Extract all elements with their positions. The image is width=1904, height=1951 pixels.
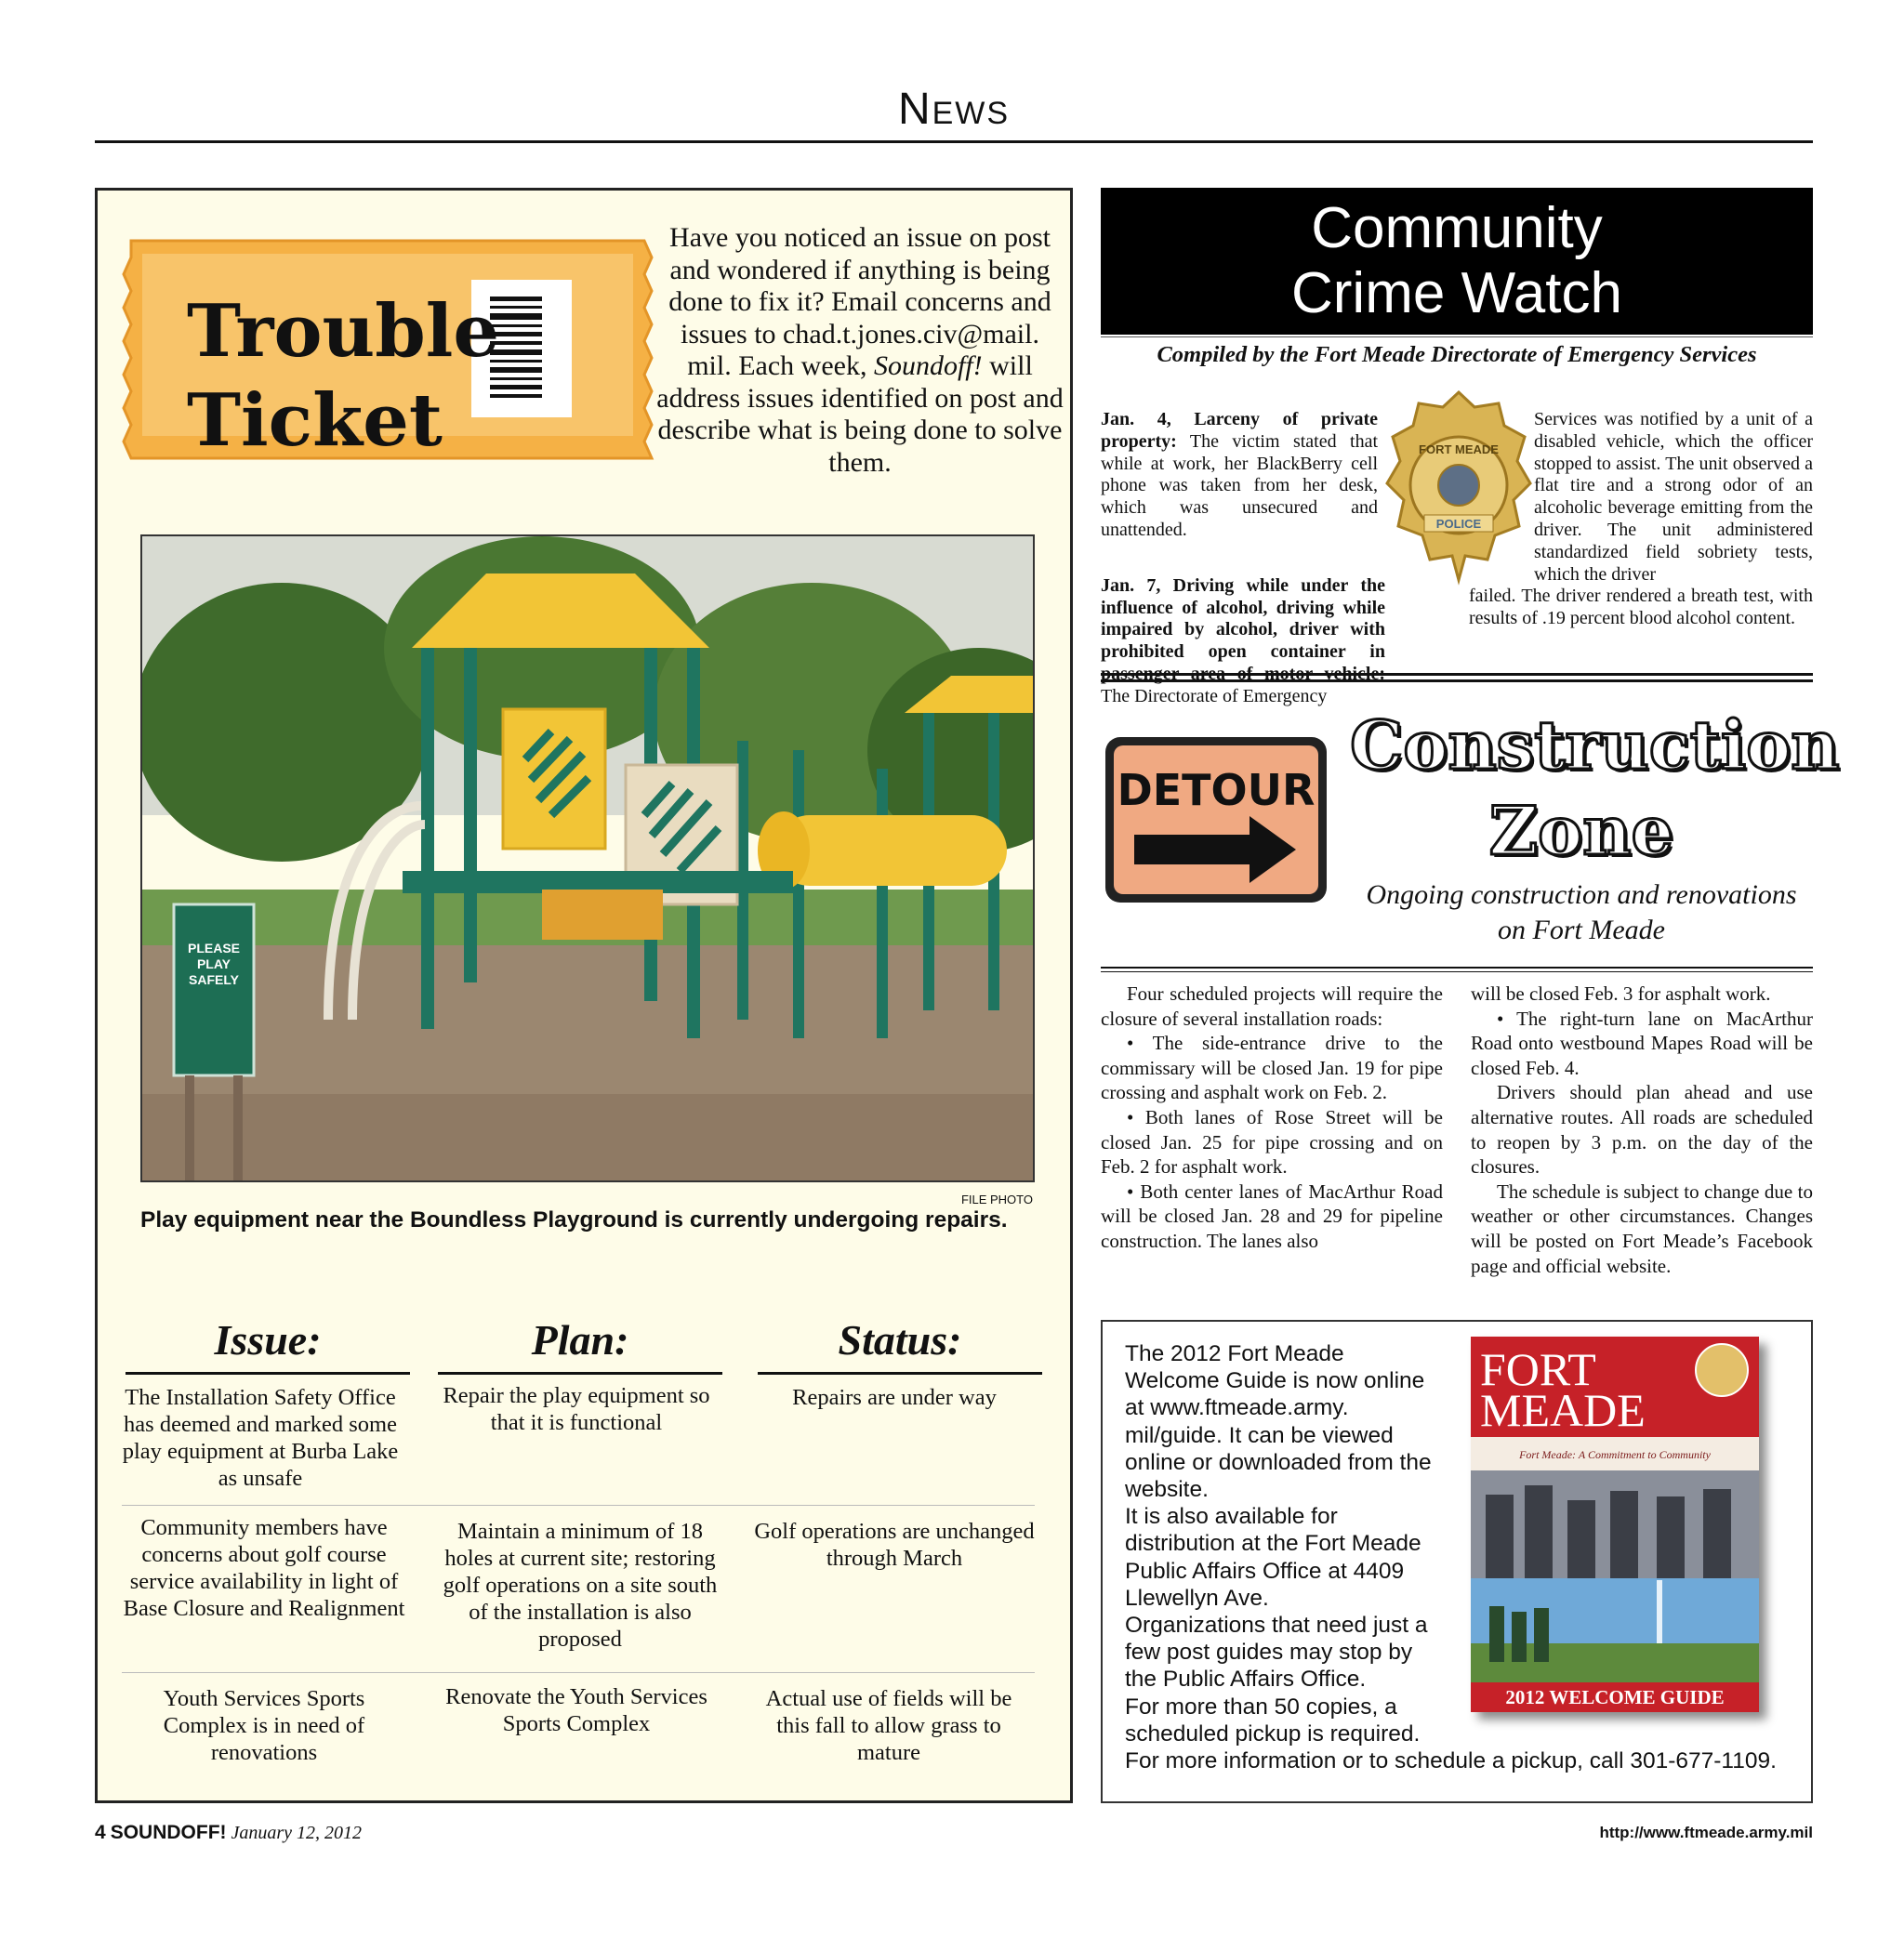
section-title: News xyxy=(897,85,1011,134)
crime-report-2-body-end: failed. The driver rendered a breath test, with results of .19 percent blood alcohol content. xyxy=(1469,586,1813,629)
publication-name: SOUNDOFF! xyxy=(110,1822,227,1843)
status-header: Status: xyxy=(758,1315,1042,1375)
publication-date: January 12, 2012 xyxy=(231,1823,363,1843)
construction-paragraph: Four scheduled projects will require the closure of several installation roads: xyxy=(1101,982,1443,1030)
construction-subtitle: Ongoing construction and renovations on Fort Meade xyxy=(1366,879,1797,945)
crime-report-1-body: The victim stated that while at work, her BlackBerry cell phone was taken from her desk, which was unsecured and unattended. xyxy=(1101,430,1378,540)
construction-paragraph: Drivers should plan ahead and use alternative routes. All roads are scheduled to reopen by 3 p.m. on the day of the closures. xyxy=(1471,1081,1813,1179)
construction-paragraph: The schedule is subject to change due to weather or other circumstances. Changes will be posted on Fort Meade’s Facebook page and official website. xyxy=(1471,1180,1813,1277)
issue-header: Issue: xyxy=(126,1315,410,1375)
detour-sign-icon xyxy=(1103,734,1329,905)
crime-watch-credit: Compiled by the Fort Meade Directorate of Emergency Services xyxy=(1157,342,1757,367)
crime-watch-title-line2: Crime Watch xyxy=(1291,261,1622,325)
cover-title-line2: MEADE xyxy=(1480,1384,1646,1436)
badge-text-bottom: POLICE xyxy=(1435,517,1482,531)
issue-cell: Community members have concerns about golf course service availability in light of Base Closure and Realignment xyxy=(123,1515,405,1621)
crime-report-2-heading: Jan. 7, Driving while under the influence of alcohol, driving while impaired by alcohol, driver with prohibited open container in passenger area of motor vehicle: xyxy=(1101,574,1385,684)
welcome-guide-paragraph: The 2012 Fort Meade Welcome Guide is now online at www.ftmeade.army. mil/guide. It can be viewed online or downloaded from the website. xyxy=(1125,1341,1432,1503)
welcome-guide-box xyxy=(1101,1320,1813,1803)
construction-bullet: • The right-turn lane on MacArthur Road onto westbound Mapes Road will be closed Feb. 4. xyxy=(1471,1007,1813,1079)
construction-title-line2: Zone xyxy=(1488,791,1674,870)
intro-text-end: will address issues identified on post and describe what is being done to solve them. xyxy=(656,350,1064,478)
crime-report-2 xyxy=(1101,575,1443,708)
section-header xyxy=(95,82,1813,143)
cover-title-line1: FORT xyxy=(1480,1343,1596,1395)
intro-text: Have you noticed an issue on post and wondered if anything is being done to fix it? Email concerns and issues to chad.t.jones.civ@mail. mil. Each week, xyxy=(668,222,1051,381)
crime-report-2-body-middle: Services was notified by a unit of a disabled vehicle, which the officer stopped to assist. The unit observed a flat tire and a strong odor of an alcoholic beverage emitting from the driver. The unit administered standardized field sobriety tests, which the driver xyxy=(1534,409,1813,585)
construction-bullet: • The side-entrance drive to the commissary will be closed Jan. 19 for pipe crossing and asphalt work on Feb. 2. xyxy=(1101,1032,1443,1104)
cover-seal-icon xyxy=(1696,1344,1748,1396)
cover-tagline: Fort Meade: A Commitment to Community xyxy=(1519,1448,1711,1461)
crime-watch-column-2 xyxy=(1469,409,1813,630)
ticket-logo-text xyxy=(187,287,499,466)
crime-report-2-body-start: The Directorate of Emergency xyxy=(1101,685,1328,706)
playground-photo xyxy=(140,534,1035,1182)
plan-cell: Maintain a minimum of 18 holes at current site; restoring golf operations on a site south of the installation is also proposed xyxy=(443,1519,718,1652)
crime-watch-title-line1: Community xyxy=(1311,196,1603,260)
photo-caption: Play equipment near the Boundless Playground is currently undergoing repairs. xyxy=(140,1207,1008,1233)
row-divider xyxy=(122,1672,1035,1673)
detour-sign-text: DETOUR xyxy=(1117,765,1316,815)
section-divider xyxy=(1101,967,1813,972)
welcome-guide-contact: For more information or to schedule a pickup, call 301-677-1109. xyxy=(1125,1748,1777,1773)
ticket-word-ticket: Ticket xyxy=(187,378,443,463)
construction-column-2 xyxy=(1471,982,1813,1278)
trouble-ticket-panel xyxy=(95,188,1073,1803)
trouble-ticket-intro xyxy=(655,222,1064,479)
playground-illustration xyxy=(142,536,1035,1182)
plan-cell: Renovate the Youth Services Sports Complex xyxy=(445,1684,707,1736)
photo-credit: FILE PHOTO xyxy=(960,1193,1033,1206)
welcome-guide-cover xyxy=(1471,1337,1759,1712)
photo-sign-text: PLEASE PLAY SAFELY xyxy=(187,941,241,987)
status-cell: Repairs are under way xyxy=(792,1385,997,1410)
ticket-word-trouble: Trouble xyxy=(187,289,499,374)
issue-cell: The Installation Safety Office has deemed and marked some play equipment at Burba Lake as unsafe xyxy=(122,1385,399,1491)
footer-left xyxy=(95,1822,362,1844)
crime-report-1-heading: Jan. 4, Larceny of private property: xyxy=(1101,409,1378,452)
welcome-guide-paragraph: Organizations that need just a few post guides may stop by the Public Affairs Office. xyxy=(1125,1613,1428,1693)
status-cell: Actual use of fields will be this fall to allow grass to mature xyxy=(765,1686,1012,1765)
cover-band-text: 2012 WELCOME GUIDE xyxy=(1505,1686,1725,1708)
crime-watch-rule xyxy=(1101,336,1813,337)
section-divider xyxy=(1101,673,1813,682)
status-cell: Golf operations are unchanged through March xyxy=(754,1519,1035,1571)
crime-watch-title xyxy=(1101,188,1813,335)
plan-header: Plan: xyxy=(438,1315,722,1375)
welcome-guide-paragraph: It is also available for distribution at the Fort Meade Public Affairs Office at 4409 Llewellyn Ave. xyxy=(1125,1504,1421,1611)
welcome-guide-paragraph: For more than 50 copies, a scheduled pickup is required. xyxy=(1125,1694,1421,1747)
intro-publication-name: Soundoff! xyxy=(873,350,983,381)
construction-continuation: will be closed Feb. 3 for asphalt work. xyxy=(1471,982,1771,1005)
construction-zone-title xyxy=(1350,703,1840,874)
issue-cell: Youth Services Sports Complex is in need of renovations xyxy=(163,1686,365,1765)
page-number: 4 xyxy=(95,1822,106,1843)
plan-cell: Repair the play equipment so that it is functional xyxy=(443,1383,710,1435)
row-divider xyxy=(122,1505,1035,1506)
footer-url[interactable]: http://www.ftmeade.army.mil xyxy=(1599,1824,1813,1841)
badge-text-top: FORT MEADE xyxy=(1419,442,1499,456)
construction-bullet: • Both center lanes of MacArthur Road will be closed Jan. 28 and 29 for pipeline construction. The lanes also xyxy=(1101,1180,1443,1252)
construction-column-1 xyxy=(1101,982,1443,1254)
trouble-ticket-logo xyxy=(118,235,657,466)
construction-bullet: • Both lanes of Rose Street will be closed Jan. 25 for pipe crossing and on Feb. 2 for asphalt work. xyxy=(1101,1105,1443,1179)
welcome-guide-text xyxy=(1125,1340,1432,1747)
construction-title-line1: Construction xyxy=(1350,705,1840,784)
